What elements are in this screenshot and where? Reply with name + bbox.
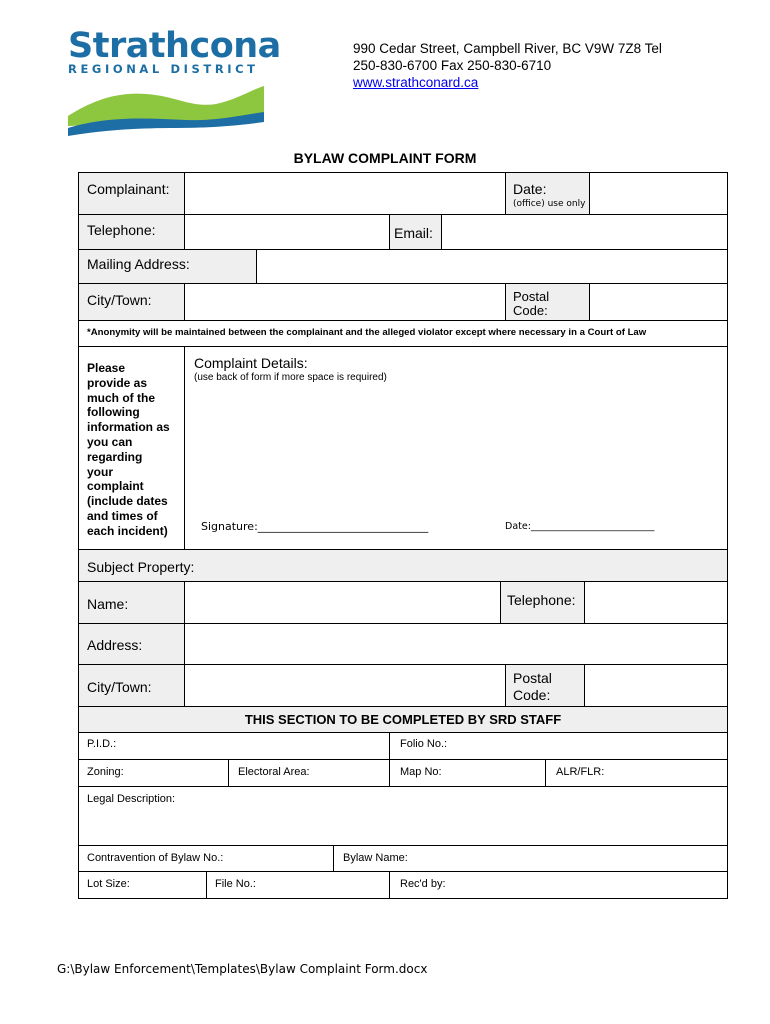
staff-section-heading: THIS SECTION TO BE COMPLETED BY SRD STAFF bbox=[244, 712, 562, 727]
strathcona-logo bbox=[66, 26, 281, 138]
complaint-details-label: Complaint Details: bbox=[194, 355, 308, 371]
map-no-label: Map No: bbox=[400, 766, 442, 778]
pid-label: P.I.D.: bbox=[87, 738, 117, 750]
city-town-2-label: City/Town: bbox=[87, 679, 152, 695]
city-town-input[interactable] bbox=[185, 284, 504, 319]
signature-line[interactable]: Signature:_______________________________ bbox=[201, 520, 429, 533]
postal-label-1: Postal bbox=[513, 289, 550, 304]
postal2-label-1: Postal bbox=[513, 670, 552, 686]
form-title: BYLAW COMPLAINT FORM bbox=[293, 150, 477, 166]
mailing-address-input[interactable] bbox=[257, 250, 727, 282]
complaint-details-note: (use back of form if more space is required) bbox=[194, 372, 387, 383]
subject-property-label: Subject Property: bbox=[87, 559, 195, 575]
contact-address bbox=[353, 40, 662, 91]
legal-description-label: Legal Description: bbox=[87, 793, 176, 805]
please-provide-text: Please provide as much of the following information as you can regarding your complaint (include dates and times of each incident) bbox=[87, 361, 170, 538]
address-line-1: 990 Cedar Street, Campbell River, BC V9W 7Z8 Tel bbox=[353, 41, 662, 56]
city-town-label: City/Town: bbox=[87, 292, 152, 308]
name-input[interactable] bbox=[185, 582, 499, 622]
name-label: Name: bbox=[87, 596, 129, 612]
complaint-details-input[interactable] bbox=[186, 388, 726, 513]
postal2-label-2: Code: bbox=[513, 687, 551, 703]
subject-telephone-label: Telephone: bbox=[507, 592, 576, 608]
subject-telephone-input[interactable] bbox=[585, 582, 727, 622]
file-path-footer: G:\Bylaw Enforcement\Templates\Bylaw Complaint Form.docx bbox=[57, 962, 428, 976]
signature-date-line[interactable]: Date:__________________________ bbox=[505, 521, 655, 532]
logo-subtitle: REGIONAL DISTRICT bbox=[68, 62, 259, 76]
date-input[interactable] bbox=[590, 174, 727, 213]
electoral-area-label: Electoral Area: bbox=[238, 766, 310, 778]
zoning-label: Zoning: bbox=[87, 766, 124, 778]
complainant-input[interactable] bbox=[185, 174, 504, 213]
email-input[interactable] bbox=[442, 215, 727, 248]
address-input[interactable] bbox=[185, 624, 727, 663]
website-link[interactable]: www.strathconard.ca bbox=[353, 75, 479, 90]
contravention-label: Contravention of Bylaw No.: bbox=[87, 852, 224, 864]
postal-code-input[interactable] bbox=[590, 284, 727, 319]
lot-size-label: Lot Size: bbox=[87, 878, 130, 890]
office-use-note: (office) use only bbox=[513, 199, 586, 209]
bylaw-name-label: Bylaw Name: bbox=[343, 852, 408, 864]
folio-label: Folio No.: bbox=[400, 738, 448, 750]
address-line-2: 250-830-6700 Fax 250-830-6710 bbox=[353, 58, 552, 73]
postal-code-2-input[interactable] bbox=[585, 665, 727, 705]
anonymity-note: *Anonymity will be maintained between the complainant and the alleged violator except where necessary in a Court of Law bbox=[87, 327, 647, 338]
mailing-address-label: Mailing Address: bbox=[87, 256, 190, 272]
complainant-label: Complainant: bbox=[87, 181, 170, 197]
telephone-input[interactable] bbox=[185, 215, 388, 248]
postal-label-2: Code: bbox=[513, 303, 548, 318]
date-label: Date: bbox=[513, 181, 547, 197]
file-no-label: File No.: bbox=[215, 878, 256, 890]
city-town-2-input[interactable] bbox=[185, 665, 504, 705]
alr-flr-label: ALR/FLR: bbox=[556, 766, 605, 778]
address-label: Address: bbox=[87, 637, 143, 653]
logo-name: Strathcona bbox=[68, 26, 281, 66]
recd-by-label: Rec'd by: bbox=[400, 878, 446, 890]
landscape-icon bbox=[66, 78, 266, 138]
email-label: Email: bbox=[394, 225, 433, 241]
telephone-label: Telephone: bbox=[87, 222, 156, 238]
